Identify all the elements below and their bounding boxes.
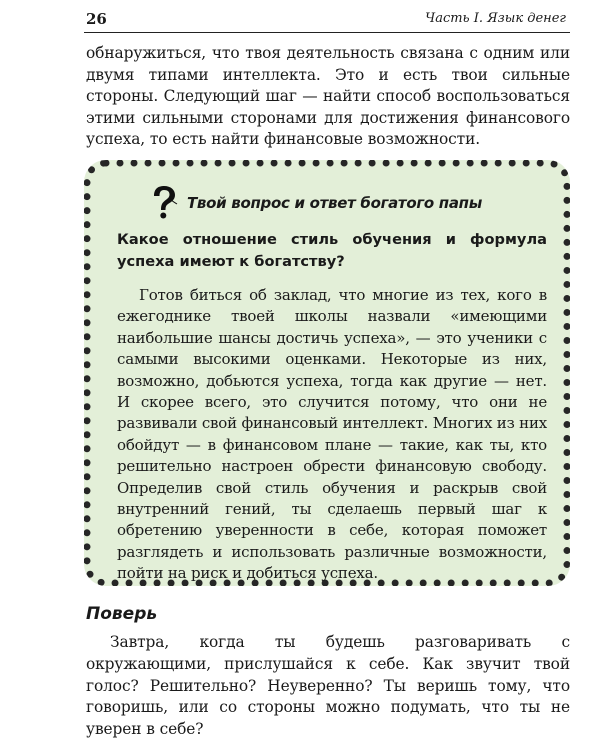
- qa-answer: Готов биться об заклад, что многие из тех, кого в ежегоднике твоей школы назвали «имеющими наибольшие шансы достичь успеха», — это ученики с самыми высокими оценками. Некоторые из них, возможно, добьются успеха, тогда как другие — нет. И скорее всего, это случится потому, что они не развивали свой финансовый интеллект. Многих из них обойдут — в финансовом плане — такие, как ты, кто решительно настроен обрести финансовую свободу. Определив свой стиль обучения и раскрыв свой внутренний гений, ты сделаешь первый шаг к обретению уверенности в себе, которая поможет разглядеть и использовать различные возможности, пойти на риск и добиться успеха.: [117, 286, 547, 583]
- running-title: Часть I. Язык денег: [425, 11, 566, 26]
- page-header: [84, 6, 570, 33]
- section-paragraph: Завтра, когда ты будешь разговаривать с окружающими, прислушайся к себе. Как звучит твой голос? Решительно? Неуверенно? Ты веришь тому, что говоришь, или со стороны можно подумать, что ты не уверен в себе?: [86, 633, 570, 739]
- intro-paragraph: обнаружиться, что твоя деятельность связана с одним или двумя типами интеллекта. Это и есть твои сильные стороны. Следующий шаг — найти способ воспользоваться этими сильными сторонами для достижения финансового успеха, то есть найти финансовые возможности.: [86, 44, 570, 149]
- qa-callout-box: [84, 160, 570, 586]
- question-mark-icon: [147, 184, 181, 220]
- qa-question: Какое отношение стиль обучения и формула успеха имеют к богатству?: [117, 231, 547, 270]
- qa-box-title: Твой вопрос и ответ богатого папы: [187, 194, 483, 212]
- page-number: 26: [86, 10, 107, 28]
- section-heading: Поверь: [86, 604, 158, 624]
